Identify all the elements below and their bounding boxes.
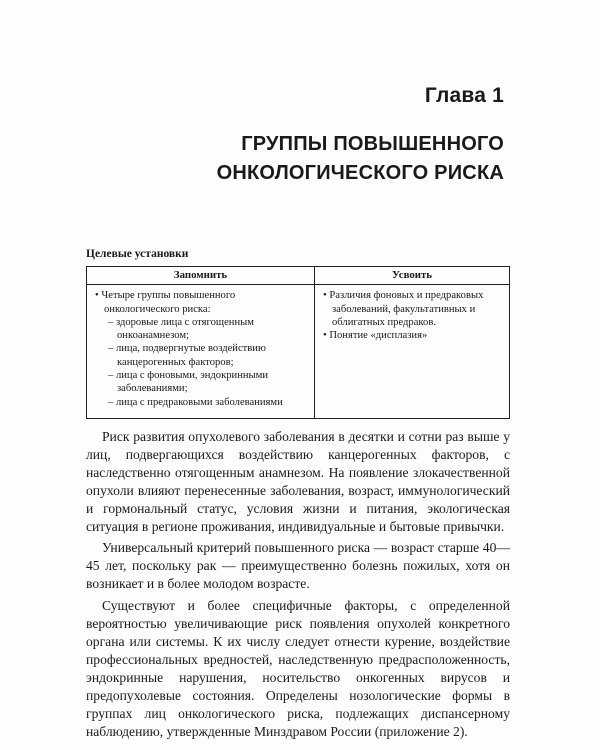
remember-bullet: • Четыре группы повышенного онкологического риска: bbox=[95, 290, 236, 315]
goals-heading: Целевые установки bbox=[86, 248, 189, 260]
remember-item: – здоровые лица с отягощенным онкоанамнезом; bbox=[108, 316, 254, 342]
chapter-title-line: ГРУППЫ ПОВЫШЕННОГО bbox=[241, 133, 504, 155]
body-text bbox=[86, 428, 510, 744]
remember-item: – лица, подвергнутые воздействию канцерогенных факторов; bbox=[108, 343, 266, 368]
chapter-title bbox=[217, 130, 504, 188]
goals-table bbox=[86, 266, 510, 419]
learn-cell bbox=[315, 285, 510, 419]
paragraph: Риск развития опухолевого заболевания в десятки и сотни раз выше у лиц, подвергающихся воздействию канцерогенных факторов, с наследственно отягощенным анамнезом. На появление злокачественной опухоли влияют перенесенные заболевания, возраст, иммунологический и гормональный статус, условия жизни и питания, экологическая ситуация в регионе проживания, индивидуальные и бытовые привычки. bbox=[86, 429, 510, 534]
remember-item: – лица с фоновыми, эндокринными заболеваниями; bbox=[108, 370, 269, 395]
remember-cell bbox=[87, 285, 315, 419]
column-header-learn: Усвоить bbox=[315, 267, 510, 285]
paragraph: Существуют и более специфичные факторы, с определенной вероятностью увеличивающие риск появления опухолей конкретного органа или системы. К их числу следует отнести курение, воздействие профессиональных вредностей, наследственную предрасположенность, эндокринные нарушения, носительство онкогенных вирусов и предопухолевые состояния. Определены нозологические формы в группах лиц онкологического риска, подлежащих диспансерному наблюдению, утвержденные Минздравом России (приложение 2). bbox=[86, 598, 510, 739]
learn-item: • Понятие «дисплазия» bbox=[323, 330, 428, 342]
chapter-header bbox=[217, 84, 504, 188]
remember-item: – лица с предраковыми заболеваниями bbox=[108, 396, 283, 408]
learn-item: • Различия фоновых и предраковых заболеваний, факультативных и облигатных предраков. bbox=[323, 290, 484, 328]
chapter-number: Глава 1 bbox=[424, 84, 504, 107]
chapter-title-line: ОНКОЛОГИЧЕСКОГО РИСКА bbox=[216, 162, 504, 184]
paragraph: Универсальный критерий повышенного риска — возраст старше 40—45 лет, поскольку рак — преимущественно болезнь пожилых, хотя он возникает и в более молодом возрасте. bbox=[86, 540, 510, 592]
column-header-remember: Запомнить bbox=[87, 267, 315, 285]
